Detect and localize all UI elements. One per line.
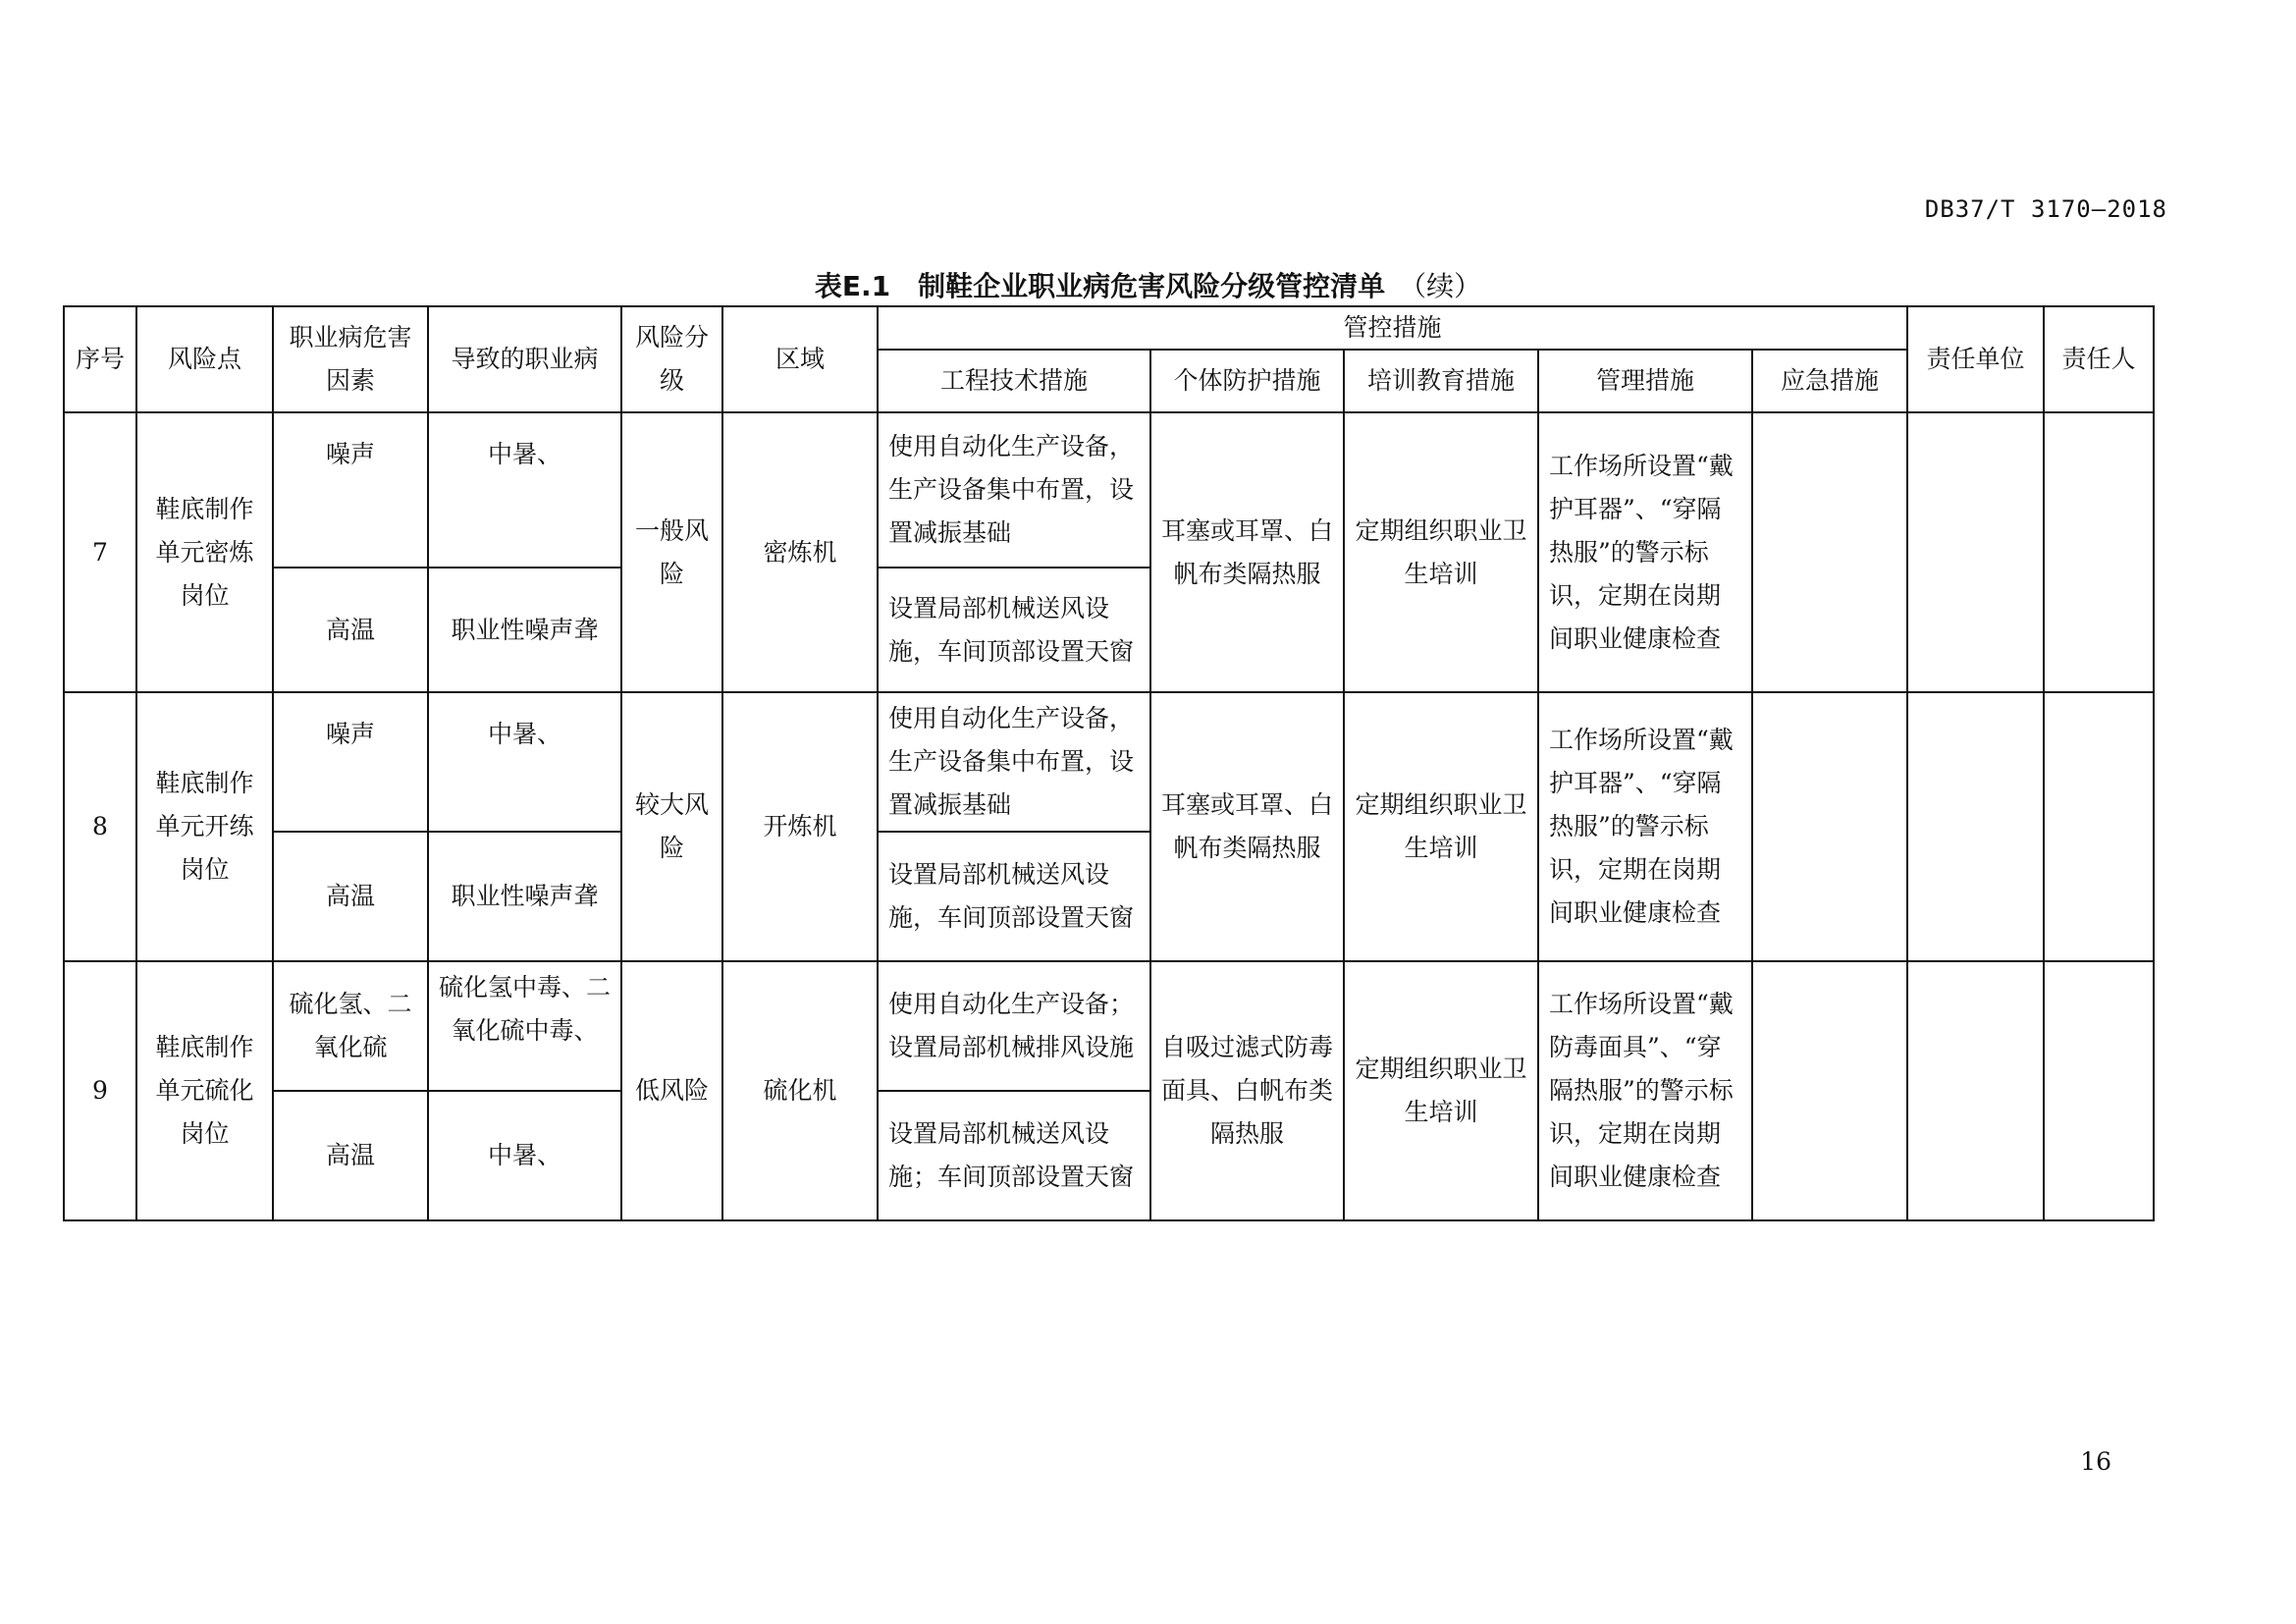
cell-responsible-unit	[1907, 412, 2044, 692]
table-title-continued: （续）	[1399, 270, 1482, 302]
cell-emergency	[1752, 692, 1907, 961]
header-responsible-person: 责任人	[2044, 306, 2154, 412]
header-personal: 个体防护措施	[1150, 350, 1344, 412]
header-management: 管理措施	[1538, 350, 1752, 412]
cell-hazard-factor: 高温	[273, 568, 428, 692]
cell-management: 工作场所设置“戴护耳器”、“穿隔热服”的警示标识，定期在岗期间职业健康检查	[1538, 692, 1752, 961]
header-control-group: 管控措施	[878, 306, 1907, 350]
table-title	[0, 265, 2296, 304]
cell-hazard-factor: 硫化氢、二氧化硫	[273, 961, 428, 1091]
cell-area: 开炼机	[722, 692, 878, 961]
cell-disease: 职业性噪声聋	[428, 832, 621, 961]
cell-hazard-factor: 噪声	[273, 692, 428, 832]
header-row-1	[64, 306, 2154, 350]
cell-emergency	[1752, 412, 1907, 692]
cell-risk-level: 低风险	[621, 961, 722, 1220]
cell-area: 密炼机	[722, 412, 878, 692]
cell-responsible-unit	[1907, 692, 2044, 961]
cell-disease: 硫化氢中毒、二氧化硫中毒、	[428, 961, 621, 1091]
cell-disease: 中暑、	[428, 1091, 621, 1220]
cell-responsible-person	[2044, 692, 2154, 961]
cell-hazard-factor: 噪声	[273, 412, 428, 568]
cell-management: 工作场所设置“戴护耳器”、“穿隔热服”的警示标识，定期在岗期间职业健康检查	[1538, 412, 1752, 692]
header-seq: 序号	[64, 306, 136, 412]
cell-management: 工作场所设置“戴防毒面具”、“穿隔热服”的警示标识，定期在岗期间职业健康检查	[1538, 961, 1752, 1220]
header-hazard-factor: 职业病危害因素	[273, 306, 428, 412]
cell-hazard-factor: 高温	[273, 1091, 428, 1220]
cell-disease: 中暑、	[428, 692, 621, 832]
cell-engineering: 使用自动化生产设备；设置局部机械排风设施	[878, 961, 1150, 1091]
header-responsible-unit: 责任单位	[1907, 306, 2044, 412]
table-title-text: 表E.1 制鞋企业职业病危害风险分级管控清单	[814, 270, 1386, 302]
cell-risk-point: 鞋底制作单元密炼岗位	[136, 412, 273, 692]
cell-responsible-person	[2044, 961, 2154, 1220]
header-disease: 导致的职业病	[428, 306, 621, 412]
cell-personal: 耳塞或耳罩、白帆布类隔热服	[1150, 692, 1344, 961]
cell-risk-point: 鞋底制作单元硫化岗位	[136, 961, 273, 1220]
cell-seq: 9	[64, 961, 136, 1220]
cell-engineering: 使用自动化生产设备，生产设备集中布置，设置减振基础	[878, 692, 1150, 832]
header-area: 区域	[722, 306, 878, 412]
cell-training: 定期组织职业卫生培训	[1344, 692, 1538, 961]
cell-risk-level: 较大风险	[621, 692, 722, 961]
cell-seq: 7	[64, 412, 136, 692]
header-risk-level: 风险分级	[621, 306, 722, 412]
table-row	[64, 961, 2154, 1091]
cell-personal: 自吸过滤式防毒面具、白帆布类隔热服	[1150, 961, 1344, 1220]
table-row	[64, 692, 2154, 832]
cell-hazard-factor: 高温	[273, 832, 428, 961]
cell-responsible-person	[2044, 412, 2154, 692]
cell-emergency	[1752, 961, 1907, 1220]
header-emergency: 应急措施	[1752, 350, 1907, 412]
cell-personal: 耳塞或耳罩、白帆布类隔热服	[1150, 412, 1344, 692]
cell-engineering: 设置局部机械送风设施，车间顶部设置天窗	[878, 568, 1150, 692]
cell-engineering: 设置局部机械送风设施；车间顶部设置天窗	[878, 1091, 1150, 1220]
cell-training: 定期组织职业卫生培训	[1344, 412, 1538, 692]
risk-control-table	[63, 305, 2155, 1221]
cell-area: 硫化机	[722, 961, 878, 1220]
page-number: 16	[2080, 1447, 2111, 1476]
standard-code: DB37/T 3170—2018	[1924, 195, 2167, 223]
cell-responsible-unit	[1907, 961, 2044, 1220]
cell-risk-level: 一般风险	[621, 412, 722, 692]
cell-risk-point: 鞋底制作单元开练岗位	[136, 692, 273, 961]
cell-engineering: 使用自动化生产设备，生产设备集中布置，设置减振基础	[878, 412, 1150, 568]
cell-disease: 职业性噪声聋	[428, 568, 621, 692]
header-training: 培训教育措施	[1344, 350, 1538, 412]
header-risk-point: 风险点	[136, 306, 273, 412]
table-row	[64, 412, 2154, 568]
cell-engineering: 设置局部机械送风设施，车间顶部设置天窗	[878, 832, 1150, 961]
cell-seq: 8	[64, 692, 136, 961]
header-engineering: 工程技术措施	[878, 350, 1150, 412]
cell-disease: 中暑、	[428, 412, 621, 568]
cell-training: 定期组织职业卫生培训	[1344, 961, 1538, 1220]
